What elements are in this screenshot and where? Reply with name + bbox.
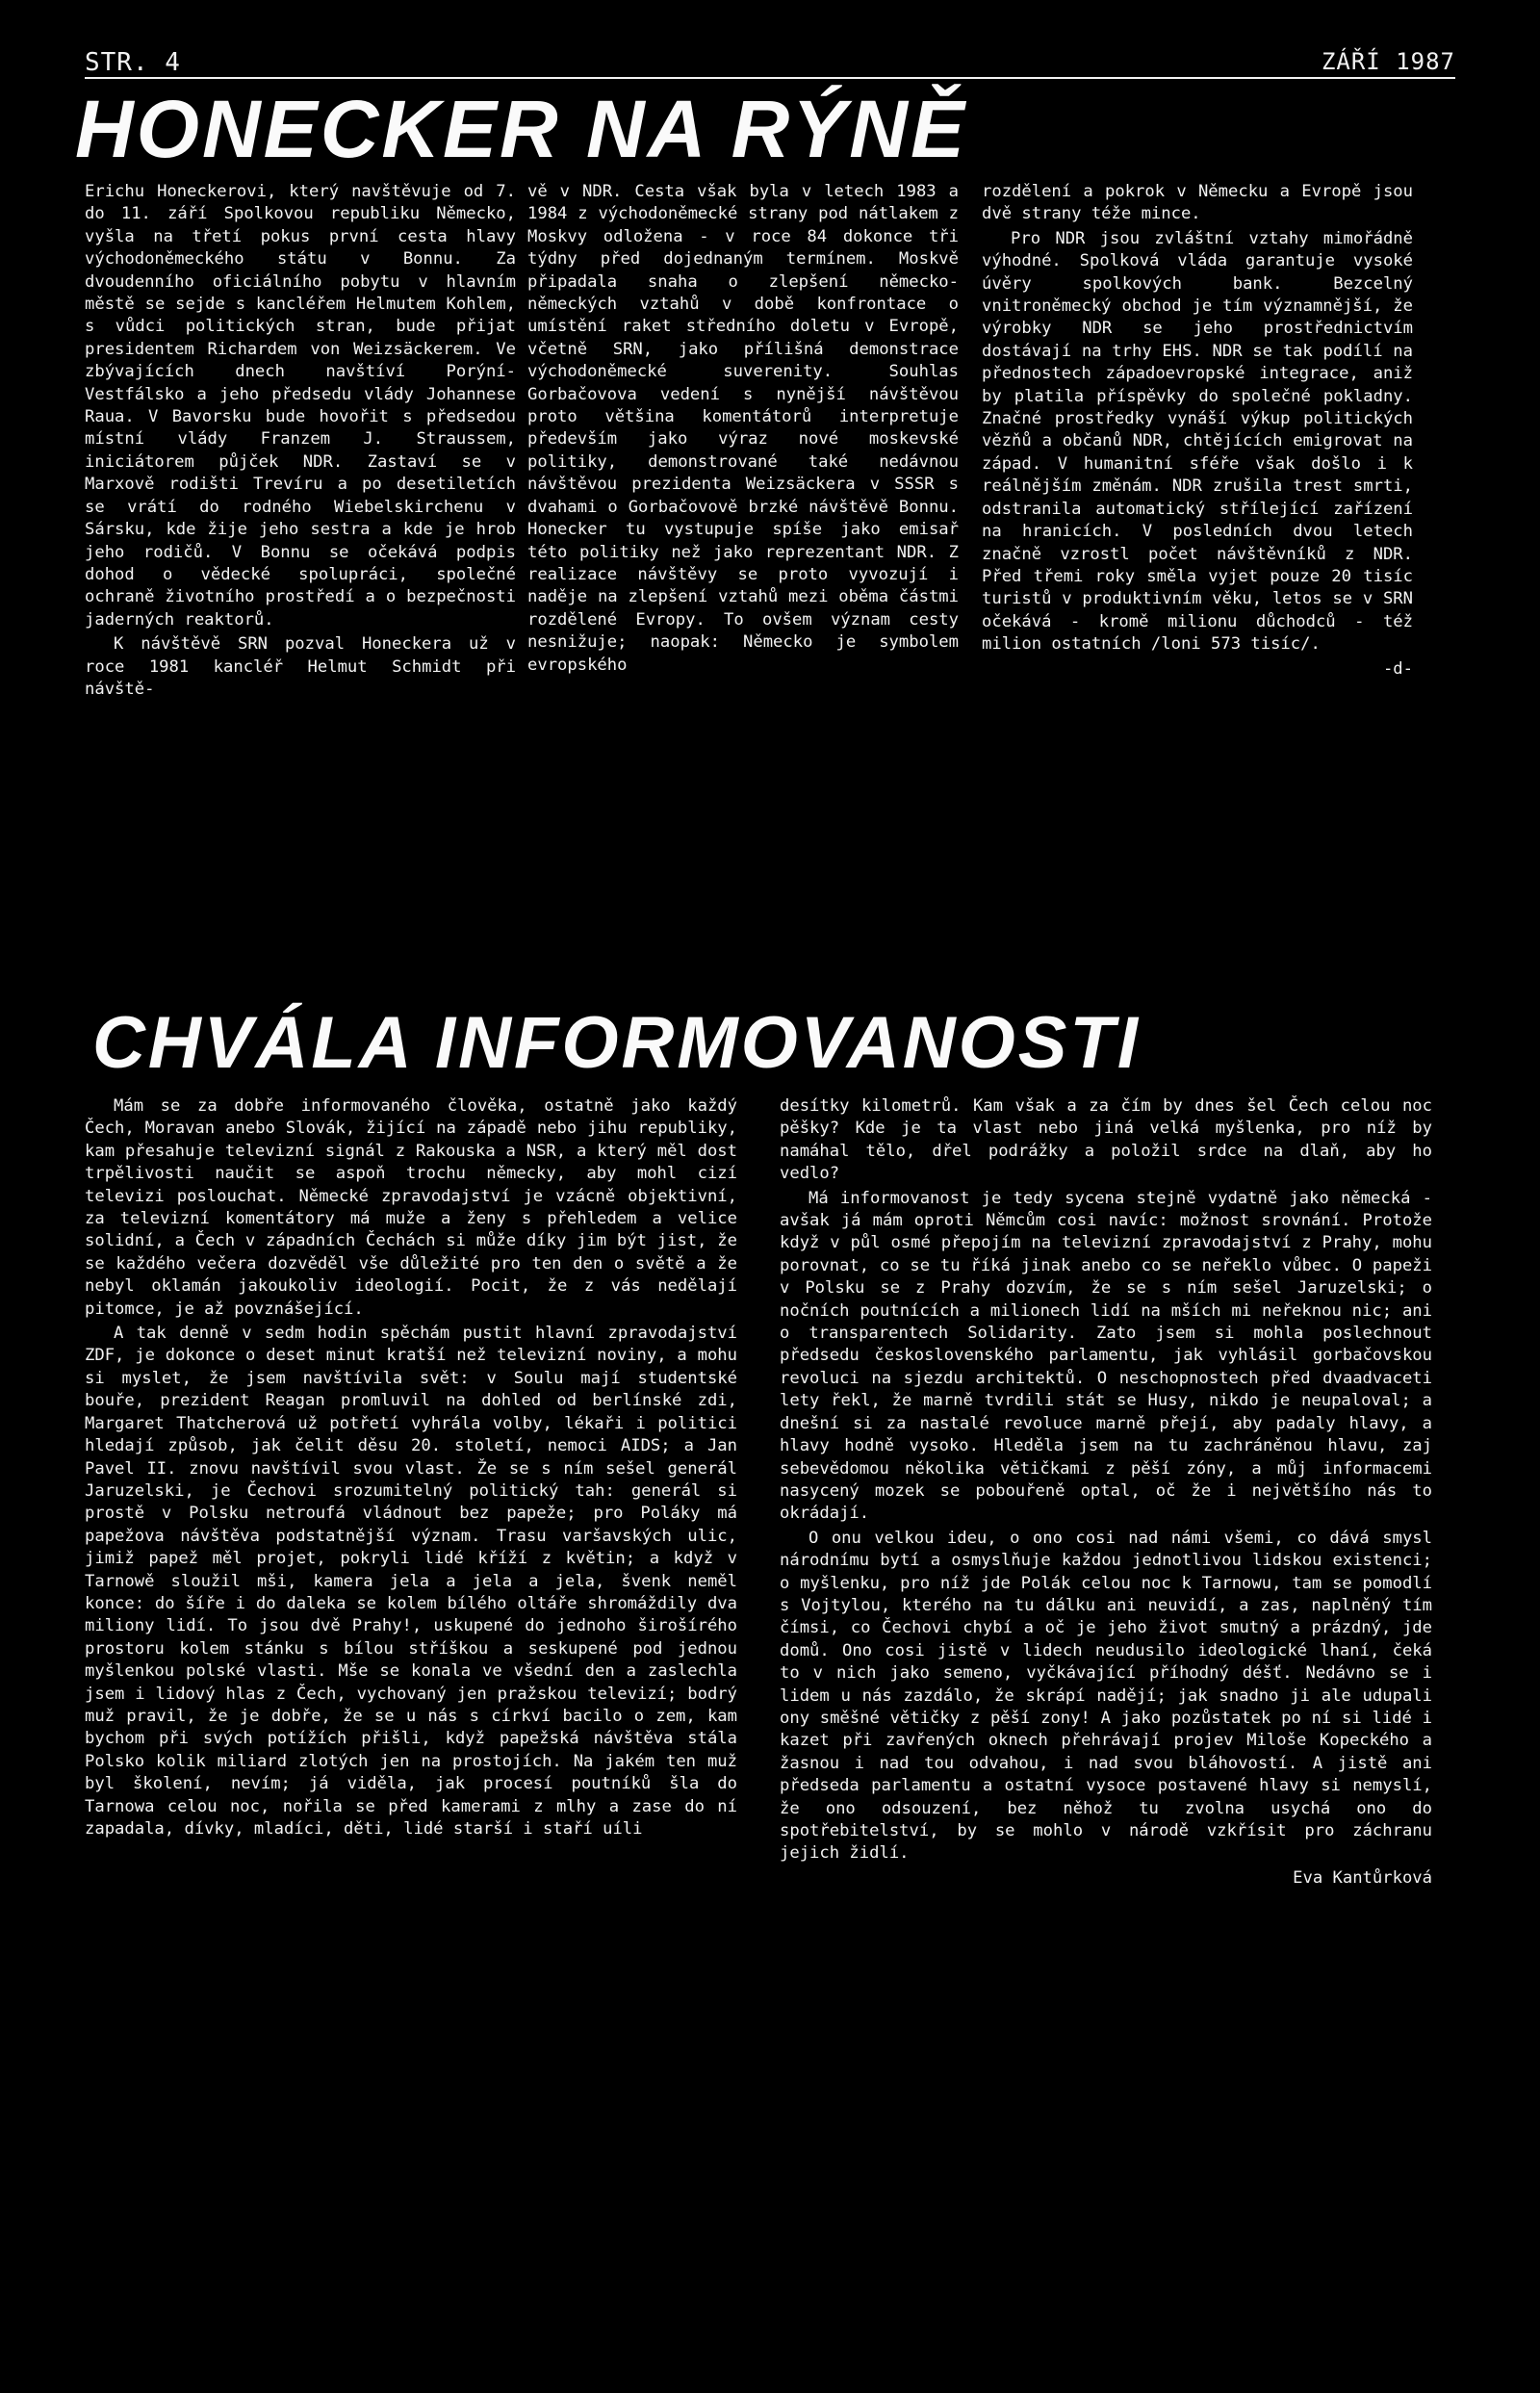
article-2-author: Eva Kantůrková: [1293, 1867, 1432, 1888]
article-1-column-2: [527, 181, 959, 922]
article-2-paragraph: A tak denně v sedm hodin spěchám pustit hlavní zpravodajství ZDF, je dokonce o deset minut kratší než televizní noviny, a mohu si myslet, že jsem navštívila svět: v Soulu mají studentské bouře, prezident Reagan promluvil na dohled od berlínské zdi, Margaret Thatcherová už potřetí vyhrála volby, lékaři i politici hledají způsob, jak čelit děsu 20. století, nemoci AIDS; a Jan Pavel II. znovu navštívil svou vlast. Že se s ním sešel generál Jaruzelski, je Čechovi srozumitelný politický tah: generál si prostě v Polsku netroufá vládnout bez papeže; pro Poláky má papežova návštěva podstatnější význam. Trasu varšavských ulic, jimiž papež měl projet, pokryli lidé kříží z květin; a když v Tarnowě sloužil mši, kamera jela a jela a jela, švenk neměl konce: do šíře i do daleka se kolem bílého oltáře shromáždily dva miliony lidí. To jsou dvě Prahy!, uskupené do jednoho širošírého prostoru kolem stánku s bílou stříškou a seskupené pod jednou myšlenkou polské vlasti. Mše se konala ve všední den a zaslechla jsem i lidový hlas z Čech, vychovaný jen pražskou televizí; bodrý muž pravil, že je dobře, že se u nás s církví bacilo o zem, kam bychom při svých potížích přišli, když papežská návštěva stála Polsko kolik miliard zlotých jen na prostojích. Na jakém ten muž byl školení, nevím; já viděla, jak procesí poutníků šla do Tarnowa celou noc, nořila se před kamerami z mlhy a zase do ní zapadala, dívky, mladíci, děti, lidé starší i staří uíli: [85, 1324, 737, 1839]
page-number: STR. 4: [85, 48, 181, 77]
article-1-signature: -d-: [1382, 658, 1413, 679]
article-2-paragraph: Mám se za dobře informovaného člověka, ostatně jako každý Čech, Moravan anebo Slovák, žijící na západě nebo jihu republiky, kam přesahuje televizní signál z Rakouska a NSR, a který měl dost trpělivosti naučit se aspoň trochu německy, aby mohl cizí televizi poslouchat. Německé zpravodajství je vzácně objektivní, za televizní komentátory má muže a ženy s přehledem a velice solidní, a Čech v západních Čechách si může díky jim být jist, že se každého večera dozvěděl vše důležité pro ten den o světě a že nebyl oklamán jakoukoliv ideologií. Pocit, že z vás nedělají pitomce, je až povznášející.: [85, 1096, 737, 1319]
article-1-paragraph: vě v NDR. Cesta však byla v letech 1983 a 1984 z východoněmecké strany pod nátlakem z Moskvy odložena - v roce 84 dokonce tři týdny před dojednaným termínem. Moskvě připadala snaha o zlepšení německo-německých vztahů v době konfrontace o umístění raket středního doletu v Evropě, včetně SRN, jako přílišná demonstrace východoněmecké suverenity. Souhlas Gorbačovova vedení s nynější návštěvou proto většina komentátorů interpretuje především jako výraz nové moskevské politiky, demonstrované také nedávnou návštěvou prezidenta Weizsäckera v SSSR s dvahami o Gorbačovově brzké návštěvě Bonnu. Honecker tu vystupuje spíše jako emisař této politiky než jako reprezentant NDR. Z realizace návštěvy se proto vyvozují i naděje na zlepšení vztahů mezi oběma částmi rozdělené Evropy. To ovšem význam cesty nesnižuje; naopak: Německo je symbolem evropského: [527, 182, 959, 675]
article-chvala-informovanosti: [85, 1095, 1432, 2347]
article-1-column-1: [85, 181, 516, 922]
article-2-paragraph: desítky kilometrů. Kam však a za čím by dnes šel Čech celou noc pěšky? Kde je ta vlast nebo jiná velká myšlenka, pro níž by namáhal tělo, dřel podrážky a položil srdce na dlaň, aby ho vedlo?: [780, 1096, 1432, 1184]
issue-date: ZÁŘÍ 1987: [1321, 48, 1455, 75]
article-1-paragraph: Erichu Honeckerovi, který navštěvuje od 7. do 11. září Spolkovou republiku Německo, vyšla na třetí pokus první cesta hlavy východoněmeckého státu v Bonnu. Za dvoudenního oficiálního pobytu v hlavním městě se sejde s kancléřem Helmutem Kohlem, s vůdci politických stran, bude přijat presidentem Richardem von Weizsäckerem. Ve zbývajících dnech navštíví Porýní-Vestfálsko a jeho předsedu vlády Johannese Raua. V Bavorsku bude hovořit s předsedou místní vlády Franzem J. Straussem, iniciátorem půjček NDR. Zastaví se v Marxově rodišti Trevíru a po desetiletích se vrátí do rodného Wiebelskirchenu v Sársku, kde žije jeho sestra a kde je hrob jeho rodičů. V Bonnu se očekává podpis dohod o vědecké spolupráci, společné ochraně životního prostředí a o bezpečnosti jaderných reaktorů.: [85, 182, 516, 630]
page-header: [85, 48, 1455, 77]
article-2-paragraph: Má informovanost je tedy sycena stejně vydatně jako německá - avšak já mám oproti Němcům cosi navíc: možnost srovnání. Protože když v půl osmé přepojím na televizní zpravodajství z Prahy, mohu porovnat, co se tu říká jinak anebo co se neřeklo vůbec. O papeži v Polsku se z Prahy dozvím, že se s ním sešel Jaruzelski; o nočních poutnících a milionech lidí na mších mi neřeknou nic; ani o transparentech Solidarity. Zato jsem si mohla poslechnout předsedu československého parlamentu, jak vyhlásil gorbačovskou revoluci na sjezdu architektů. O neschopnostech před dvaadvaceti lety řekl, že marně tvrdili stát se Husy, nikdo je neupaloval; a dnešní si za nastalé revoluce marně přejí, aby padaly hlavy, a hlavy hodně vysoko. Hleděla jsem na tu zachráněnou hlavu, zaj sebevědomou několika větičkami z pěší zóny, a můj informacemi nasycený mozek se pobouřeně optal, oč že i největšího nás to okrádají.: [780, 1188, 1432, 1524]
article-1-column-3: [982, 181, 1413, 922]
article-1-paragraph: Pro NDR jsou zvláštní vztahy mimořádně výhodné. Spolková vláda garantuje vysoké úvěry spolkových bank. Bezcelný vnitroněmecký obchod je tím významnější, že výrobky NDR se jeho prostřednictvím dostávají na trhy EHS. NDR se tak podílí na přednostech západoevropské integrace, aniž by platila příspěvky do společné pokladny. Značné prostředky vynáší výkup politických vězňů a občanů NDR, chtějících emigrovat na západ. V humanitní sféře však došlo i k reálnějším změnám. NDR zrušila trest smrti, odstranila automatický střílející zařízení na hranicích. V posledních dvou letech značně vzrostl počet návštěvníků z NDR. Před třemi roky směla vyjet pouze 20 tisíc turistů v produktivním věku, letos se v SRN očekává - kromě milionu důchodců - též milion ostatních /loni 573 tisíc/.: [982, 228, 1413, 655]
article-2-paragraph: O onu velkou ideu, o ono cosi nad námi všemi, co dává smysl národnímu bytí a osmyslňuje každou jednotlivou lidskou existenci; o myšlenku, pro níž jde Polák celou noc k Tarnowu, tam se pomodlí s Vojtylou, kterého na tu dálku ani neuvidí, a zas, naplněný tím čímsi, co Čechovi chybí a oč je jeho život smutný a prázdný, jde domů. Ono cosi jistě v lidech neudusilo ideologické lhaní, čeká to v nich jako semeno, vyčkávající příhodný déšť. Nedávno se i lidem u nás zazdálo, že skrápí nadějí; jak snadno ji ale udupali ony směšné větičky z pěší zony! A jako pozůstatek po ní si lidé i kazet při zavřených oknech přehrávají projev Miloše Kopeckého a žasnou i nad tou odvahou, i nad svou bláhovostí. A jistě ani předseda parlamentu a ostatní vysoce postavené hlavy si nemyslí, že ono odsouzení, bez něhož tu zvolna usychá ono do spotřebitelství, by se mohlo v národě vzkřísit pro záchranu jejich židlí.: [780, 1528, 1432, 1864]
article-honecker: [85, 181, 1432, 922]
header-rule: [85, 77, 1455, 79]
article-2-column-1: [85, 1095, 737, 2347]
article-1-paragraph: rozdělení a pokrok v Německu a Evropě jsou dvě strany téže mince.: [982, 182, 1413, 224]
article-1-headline: HONECKER NA RÝNĚ: [75, 84, 967, 174]
article-2-column-2: [780, 1095, 1432, 2347]
article-2-headline: CHVÁLA INFORMOVANOSTI: [92, 1002, 1141, 1084]
article-1-paragraph: K návštěvě SRN pozval Honeckera už v roce 1981 kancléř Helmut Schmidt při návště-: [85, 634, 516, 699]
